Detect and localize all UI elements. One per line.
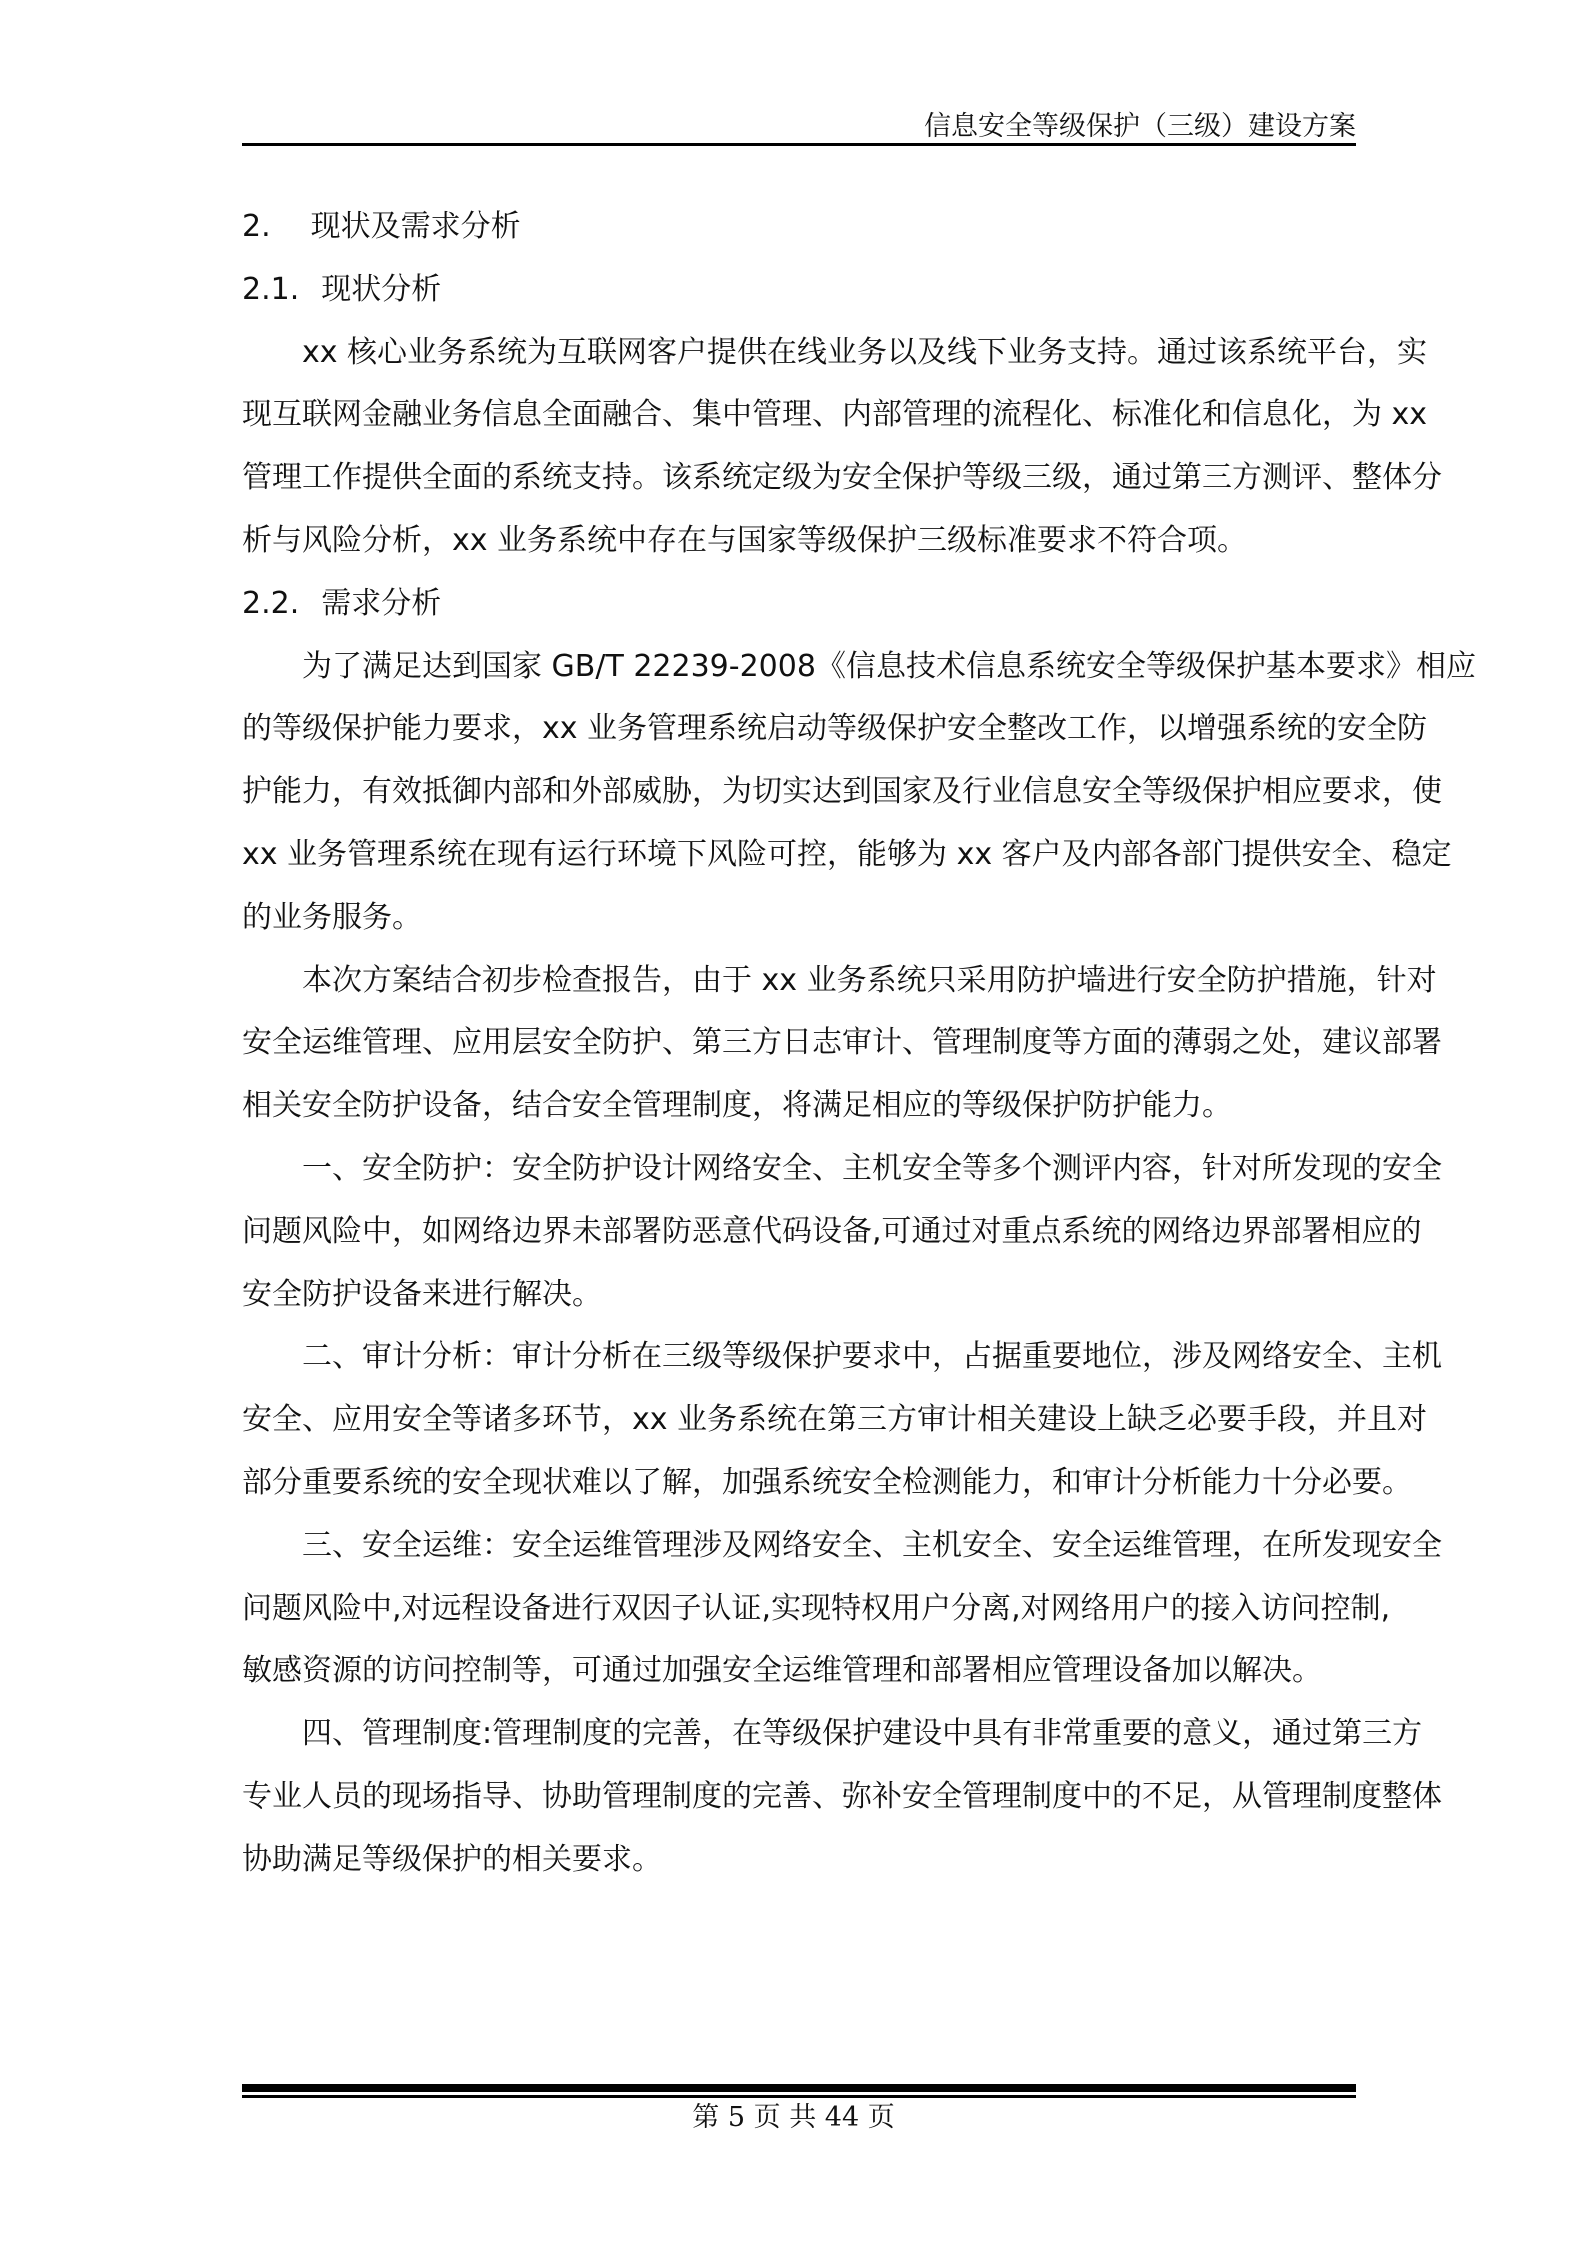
paragraph-line: xx 业务管理系统在现有运行环境下风险可控，能够为 xx 客户及内部各部门提供安全、稳定: [242, 836, 1452, 872]
paragraph-line: 三、安全运维：安全运维管理涉及网络安全、主机安全、安全运维管理，在所发现安全: [302, 1527, 1442, 1563]
paragraph-line: 析与风险分析，xx 业务系统中存在与国家等级保护三级标准要求不符合项。: [242, 522, 1248, 558]
paragraph-line: 为了满足达到国家 GB/T 22239-2008《信息技术信息系统安全等级保护基本要求》相应: [302, 648, 1476, 684]
heading-number: 2.: [242, 209, 271, 244]
page-number: 第 5 页 共 44 页: [692, 2102, 895, 2133]
paragraph-line: 问题风险中,对远程设备进行双因子认证,实现特权用户分离,对网络用户的接入访问控制,: [242, 1590, 1391, 1626]
paragraph-line: 问题风险中，如网络边界未部署防恶意代码设备,可通过对重点系统的网络边界部署相应的: [242, 1213, 1422, 1249]
section-heading: [242, 259, 1356, 322]
heading-title: 现状分析: [321, 271, 442, 307]
footer-rule-thin: [242, 2095, 1356, 2098]
heading-title: 现状及需求分析: [310, 209, 521, 244]
footer-rule-thick: [242, 2084, 1356, 2092]
paragraph-line: 一、安全防护：安全防护设计网络安全、主机安全等多个测评内容，针对所发现的安全: [302, 1150, 1442, 1186]
paragraph: [242, 1138, 1442, 1326]
heading-title: 需求分析: [321, 585, 442, 621]
paragraph-line: 安全、应用安全等诸多环节，xx 业务系统在第三方审计相关建设上缺乏必要手段，并且对: [242, 1402, 1428, 1438]
paragraph-line: 四、管理制度:管理制度的完善，在等级保护建设中具有非常重要的意义，通过第三方: [302, 1716, 1423, 1752]
paragraph: [242, 322, 1442, 573]
section-heading: [242, 196, 1356, 259]
section-heading: [242, 573, 1356, 636]
heading-number: 2.1.: [242, 271, 300, 307]
paragraph-line: 本次方案结合初步检查报告，由于 xx 业务系统只采用防护墙进行安全防护措施，针对: [302, 962, 1437, 998]
page-header-title: 信息安全等级保护（三级）建设方案: [924, 111, 1356, 142]
header-rule: [242, 143, 1356, 146]
paragraph-line: 敏感资源的访问控制等，可通过加强安全运维管理和部署相应管理设备加以解决。: [242, 1653, 1322, 1689]
paragraph-line: 现互联网金融业务信息全面融合、集中管理、内部管理的流程化、标准化和信息化，为 xx: [242, 397, 1428, 433]
paragraph-line: 部分重要系统的安全现状难以了解，加强系统安全检测能力，和审计分析能力十分必要。: [242, 1464, 1412, 1500]
paragraph-line: 二、审计分析：审计分析在三级等级保护要求中，占据重要地位，涉及网络安全、主机: [302, 1339, 1442, 1375]
paragraph-line: 协助满足等级保护的相关要求。: [242, 1841, 662, 1877]
paragraph-line: 护能力，有效抵御内部和外部威胁，为切实达到国家及行业信息安全等级保护相应要求，使: [242, 774, 1442, 810]
paragraph-line: 安全运维管理、应用层安全防护、第三方日志审计、管理制度等方面的薄弱之处，建议部署: [242, 1025, 1442, 1061]
paragraph-line: 专业人员的现场指导、协助管理制度的完善、弥补安全管理制度中的不足，从管理制度整体: [242, 1778, 1442, 1814]
heading-number: 2.2.: [242, 585, 300, 621]
paragraph: [242, 950, 1442, 1138]
paragraph: [242, 1703, 1442, 1891]
paragraph-line: 管理工作提供全面的系统支持。该系统定级为安全保护等级三级，通过第三方测评、整体分: [242, 460, 1442, 496]
paragraph-line: 的业务服务。: [242, 899, 422, 935]
paragraph-line: 的等级保护能力要求，xx 业务管理系统启动等级保护安全整改工作，以增强系统的安全防: [242, 711, 1428, 747]
paragraph: [242, 636, 1476, 950]
document-body: [242, 196, 1476, 1892]
paragraph: [242, 1515, 1442, 1703]
paragraph-line: 相关安全防护设备，结合安全管理制度，将满足相应的等级保护防护能力。: [242, 1088, 1232, 1124]
paragraph-line: xx 核心业务系统为互联网客户提供在线业务以及线下业务支持。通过该系统平台，实: [302, 334, 1428, 370]
paragraph-line: 安全防护设备来进行解决。: [242, 1276, 602, 1312]
paragraph: [242, 1326, 1442, 1514]
